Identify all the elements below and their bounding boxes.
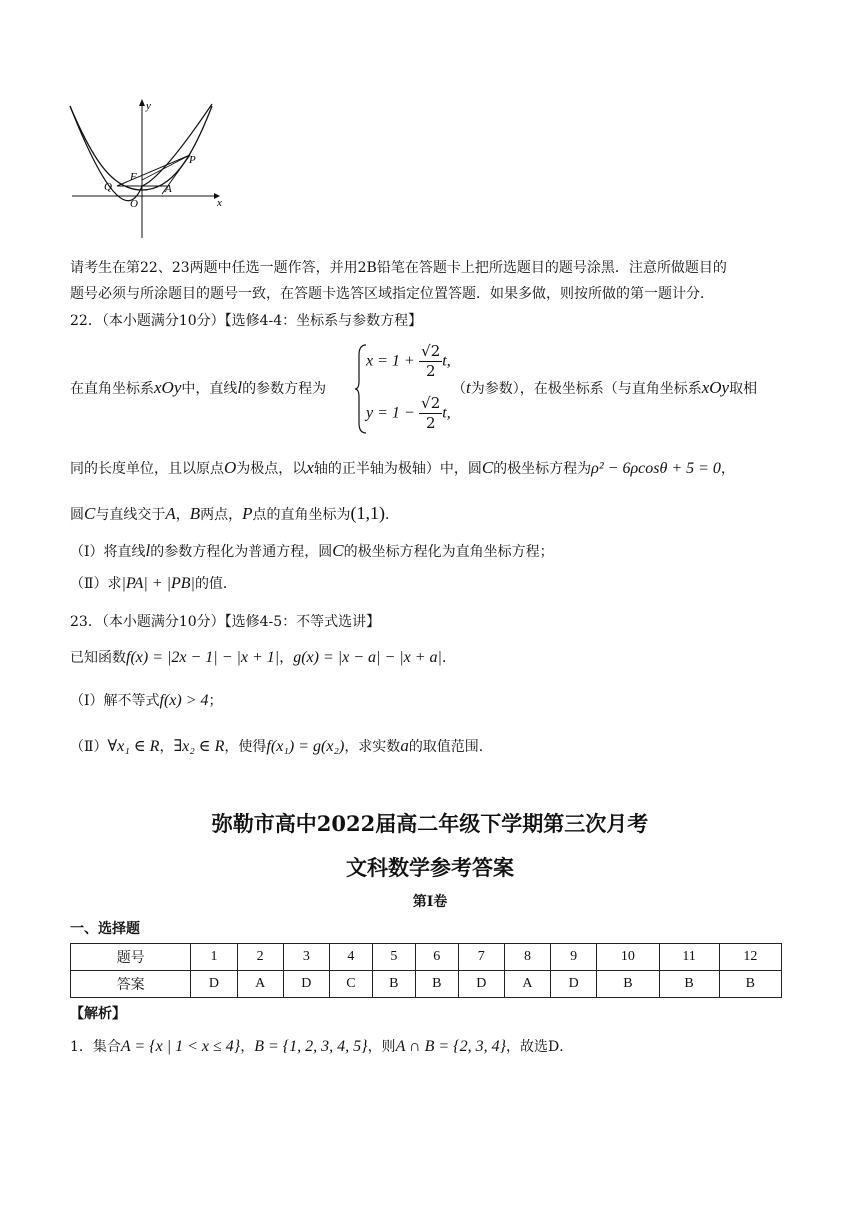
q22-part1-post: 的极坐标方程化为直角坐标方程； — [343, 544, 554, 560]
q23-header: 23．（本小题满分10分）【选修4-5：不等式选讲】 — [70, 614, 381, 630]
q22-line3-x: x — [306, 458, 314, 477]
table-row-numbers — [71, 944, 782, 971]
q22-intro-xoy: xOy — [154, 378, 182, 397]
sol1-intersection: A ∩ B = {2, 3, 4} — [395, 1038, 506, 1055]
q23-part2-exists: ∃x₂ ∈ R — [173, 738, 225, 755]
q22-line3-mid: 为极点，以 — [236, 461, 307, 477]
q22-intro-post: 的参数方程为 — [242, 381, 327, 397]
q23-function-g: g(x) = |x − a| − |x + a| — [293, 649, 442, 666]
cell-answer: B — [659, 971, 719, 998]
q22-eq2-num: √2 — [421, 394, 441, 412]
answer-table — [70, 943, 782, 998]
cell-number: 12 — [719, 944, 781, 971]
q22-eq2-frac — [419, 394, 442, 433]
label-y: y — [146, 100, 151, 112]
q23-line1-end: ． — [441, 650, 456, 666]
q22-part1-mid: 的参数方程化为普通方程，圆 — [150, 544, 333, 560]
q22-intro-l: l — [237, 378, 243, 397]
sol1-set-B: B = {1, 2, 3, 4, 5} — [254, 1038, 368, 1055]
cell-number: 11 — [659, 944, 719, 971]
cell-answer: B — [719, 971, 781, 998]
q22-part1-pre: （Ⅰ）将直线 — [70, 544, 146, 560]
cell-answer: A — [504, 971, 550, 998]
segment-FP — [142, 155, 190, 180]
q22-after-end: 取相 — [729, 381, 758, 397]
label-Q: Q — [104, 181, 112, 193]
row-label-answer: 答案 — [71, 971, 191, 998]
q22-part1 — [70, 541, 554, 562]
q23-part2-mid2: ，求实数 — [344, 739, 401, 755]
q22-line4-mid3: 点的直角坐标为 — [252, 507, 351, 523]
cell-answer: D — [551, 971, 597, 998]
q22-line3-O: O — [224, 458, 237, 477]
q22-part2-expr: |PA| + |PB| — [121, 575, 195, 592]
q22-eq1-left: x = 1 + — [366, 352, 415, 370]
q23-part2-forall: ∀x₁ ∈ R — [107, 738, 160, 755]
q22-eq1-den: 2 — [425, 362, 436, 380]
sol1-pre: 1．集合 — [70, 1039, 121, 1055]
cell-answer: A — [237, 971, 283, 998]
instructions-line-2: 题号必须与所涂题目的题号一致，在答题卡选答区域指定位置答题．如果多做，则按所做的第一题计分． — [70, 286, 714, 302]
q22-line3-C: C — [481, 458, 494, 477]
q23-part1-end: ； — [208, 693, 223, 709]
cell-number: 9 — [551, 944, 597, 971]
sol1-sep: ， — [240, 1039, 255, 1055]
q22-after-open: （ — [452, 381, 466, 397]
cell-answer: B — [415, 971, 458, 998]
q22-line3-end: ， — [720, 461, 735, 477]
cell-number: 5 — [372, 944, 415, 971]
q22-line4-P: P — [242, 504, 253, 523]
cell-number: 4 — [329, 944, 372, 971]
cell-answer: D — [458, 971, 504, 998]
q22-line3-mid3: 的极坐标方程为 — [493, 461, 592, 477]
table-row-answers — [71, 971, 782, 998]
q23-part2 — [70, 736, 493, 757]
q22-line4-B: B — [189, 504, 201, 523]
label-O: O — [130, 198, 138, 210]
q23-part1-pre: （Ⅰ）解不等式 — [70, 693, 160, 709]
label-P: P — [189, 154, 196, 166]
q23-line1 — [70, 648, 456, 668]
parabola-figure — [62, 98, 232, 243]
q23-part2-sep: ， — [159, 739, 174, 755]
q22-part2-pre: （Ⅱ）求 — [70, 576, 122, 592]
cell-answer: D — [191, 971, 237, 998]
answer-title: 弥勒市高中2022届高二年级下学期第三次月考 — [211, 811, 649, 836]
q23-part2-end: 的取值范围． — [408, 739, 493, 755]
q23-function-f: f(x) = |2x − 1| − |x + 1| — [126, 649, 280, 666]
sol1-end: ，故选D． — [505, 1039, 574, 1055]
q22-after-t: t — [466, 378, 471, 397]
q22-line4 — [70, 503, 399, 525]
q22-line4-A: A — [165, 504, 176, 523]
q22-intro-mid: 中，直线 — [181, 381, 238, 397]
cell-number: 10 — [597, 944, 659, 971]
cell-answer: B — [597, 971, 659, 998]
q23-part2-a: a — [400, 736, 409, 755]
q22-eq2-den: 2 — [425, 414, 436, 432]
cell-number: 8 — [504, 944, 550, 971]
row-label-number: 题号 — [71, 944, 191, 971]
q23-line1-sep: ， — [279, 650, 294, 666]
q22-eq1-frac — [419, 342, 442, 381]
label-F: F — [130, 171, 137, 183]
sol1-mid: ，则 — [367, 1039, 396, 1055]
q23-part1 — [70, 691, 223, 711]
q22-polar-equation: ρ² − 6ρcosθ + 5 = 0 — [591, 460, 721, 477]
q22-intro-pre: 在直角坐标系 — [70, 381, 154, 397]
q22-line3-mid2: 轴的正半轴为极轴）中，圆 — [313, 461, 482, 477]
q22-header: 22．（本小题满分10分）【选修4-4：坐标系与参数方程】 — [70, 313, 423, 329]
cell-number: 2 — [237, 944, 283, 971]
q22-after-eq — [452, 378, 757, 399]
cell-answer: B — [372, 971, 415, 998]
cell-answer: C — [329, 971, 372, 998]
cell-answer: D — [283, 971, 329, 998]
q23-line1-pre: 已知函数 — [70, 650, 126, 666]
parabola-shape — [70, 106, 212, 190]
label-x: x — [217, 197, 222, 209]
q22-after-xoy: xOy — [701, 378, 730, 397]
section-label: 一、选择题 — [70, 921, 140, 937]
q22-line4-end: ． — [385, 507, 400, 523]
q22-line4-C: C — [84, 504, 96, 523]
q22-eq1-num: √2 — [421, 342, 441, 360]
cell-number: 3 — [283, 944, 329, 971]
q22-line3-pre: 同的长度单位，且以原点 — [70, 461, 224, 477]
q22-intro — [70, 378, 326, 399]
q23-part1-expr: f(x) > 4 — [159, 692, 209, 709]
q22-line4-mid: 与直线交于 — [95, 507, 166, 523]
analysis-label: 【解析】 — [70, 1006, 126, 1022]
q23-part2-equation: f(x₁) = g(x₂) — [266, 738, 345, 755]
answer-subtitle: 文科数学参考答案 — [346, 855, 514, 880]
label-A: A — [165, 183, 172, 195]
instructions-line-1: 请考生在第22、23两题中任选一题作答，并用2B铅笔在答题卡上把所选题目的题号涂黑．注意所做题目的 — [70, 260, 727, 276]
y-axis-arrow — [139, 99, 145, 106]
q22-line4-pre: 圆 — [70, 507, 84, 523]
cell-number: 7 — [458, 944, 504, 971]
q22-line3 — [70, 458, 735, 479]
cell-number: 6 — [415, 944, 458, 971]
cell-number: 1 — [191, 944, 237, 971]
q23-part2-mid: ，使得 — [224, 739, 267, 755]
q22-line4-mid2: 两点， — [200, 507, 243, 523]
q22-eq1-right: t, — [442, 352, 451, 370]
q22-eq2 — [366, 394, 451, 433]
q22-eq2-left: y = 1 − — [366, 404, 415, 422]
q22-after-text: 为参数），在极坐标系（与直角坐标系 — [470, 381, 702, 397]
q22-eq2-right: t, — [442, 404, 451, 422]
q22-part2 — [70, 574, 237, 594]
q22-part1-C: C — [332, 541, 344, 560]
volume-label: 第Ⅰ卷 — [412, 894, 448, 910]
q22-point-coord: (1,1) — [350, 503, 386, 523]
q22-part2-post: 的值． — [194, 576, 237, 592]
solution-1 — [70, 1037, 573, 1057]
q22-line4-sep: ， — [175, 507, 190, 523]
q22-eq1 — [366, 342, 451, 381]
q22-part1-l: l — [145, 541, 151, 560]
q23-part2-pre: （Ⅱ） — [70, 739, 108, 755]
sol1-set-A: A = {x | 1 < x ≤ 4} — [120, 1038, 241, 1055]
